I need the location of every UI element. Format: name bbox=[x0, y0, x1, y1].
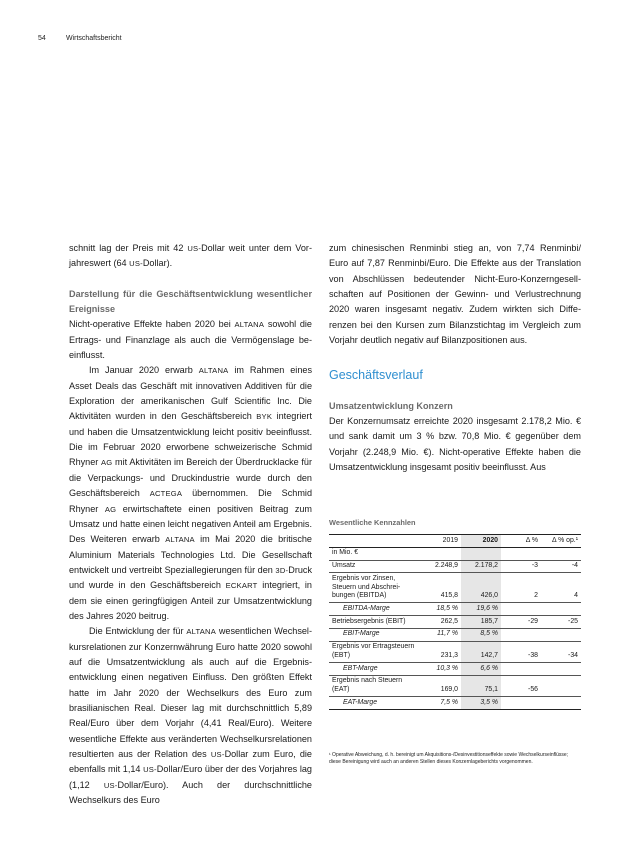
table-cell: -34 bbox=[541, 641, 581, 662]
table-cell: 2 bbox=[501, 573, 541, 603]
running-section-title: Wirtschaftsbericht bbox=[65, 35, 122, 42]
table-cell bbox=[541, 675, 581, 696]
table-cell: -38 bbox=[501, 641, 541, 662]
table-cell: 262,5 bbox=[421, 616, 461, 629]
body-paragraph: Der Konzernumsatz erreichte 2020 insgesamt 2.178,2 Mio. € und sank damit um 3 % bzw. 70,8 Mio. € gegenüber dem Vorjahr (2.248,9 Mio. €). Nicht-operative Effekte haben die Umsatzentwicklung insgesamt positiv beeinflusst. Aus bbox=[329, 416, 581, 473]
column-header: Δ % bbox=[501, 535, 541, 548]
table-cell: 169,0 bbox=[421, 675, 461, 696]
table-header-row bbox=[329, 535, 581, 548]
row-label: Ergebnis vor Ertragsteuern (EBT) bbox=[329, 641, 421, 662]
table-cell bbox=[541, 697, 581, 710]
column-header: 2019 bbox=[421, 535, 461, 548]
row-label: Umsatz bbox=[329, 560, 421, 573]
table-cell bbox=[461, 547, 501, 560]
table-row bbox=[329, 641, 581, 662]
table-cell: 10,3 % bbox=[421, 663, 461, 676]
page-number: 54 bbox=[38, 35, 46, 42]
left-text-column bbox=[69, 241, 312, 808]
table-cell: 3,5 % bbox=[461, 697, 501, 710]
table-cell bbox=[501, 628, 541, 641]
table-cell: 11,7 % bbox=[421, 628, 461, 641]
column-header: Δ % op.¹ bbox=[541, 535, 581, 548]
table-cell: 2.248,9 bbox=[421, 560, 461, 573]
table-cell bbox=[541, 663, 581, 676]
row-label: EAT-Marge bbox=[329, 697, 421, 710]
page-header bbox=[38, 35, 122, 42]
table-cell: -3 bbox=[501, 560, 541, 573]
table-cell: 426,0 bbox=[461, 573, 501, 603]
column-header: 2020 bbox=[461, 535, 501, 548]
table-cell: -29 bbox=[501, 616, 541, 629]
table-cell bbox=[421, 547, 461, 560]
subheading: Darstellung für die Geschäftsentwicklung wesentlicher Ereignisse bbox=[69, 288, 312, 315]
table-cell bbox=[501, 603, 541, 616]
body-paragraph: Nicht-operative Effekte haben 2020 bei ALTANA sowohl die Ertrags- und Finanzlage als auch die Vermögenslage beeinflusst. bbox=[69, 319, 312, 361]
table-cell: 18,5 % bbox=[421, 603, 461, 616]
table-row bbox=[329, 603, 581, 616]
table-cell: 75,1 bbox=[461, 675, 501, 696]
table-cell: 142,7 bbox=[461, 641, 501, 662]
row-label: EBIT-Marge bbox=[329, 628, 421, 641]
table-cell: 19,6 % bbox=[461, 603, 501, 616]
table-cell bbox=[501, 663, 541, 676]
table-cell: 7,5 % bbox=[421, 697, 461, 710]
row-label: EBITDA-Marge bbox=[329, 603, 421, 616]
table-cell: 185,7 bbox=[461, 616, 501, 629]
key-figures-footnote: ¹ Operative Abweichung, d. h. bereinigt um Akquisitions-/Desinvestitionseffekte sowie Wechselkurseinflüsse; diese Bereinigung wird auch an anderen Stellen dieses Konzernlageberichts vorgenommen. bbox=[329, 752, 569, 765]
table-cell bbox=[501, 697, 541, 710]
key-figures-table bbox=[329, 534, 581, 710]
table-cell: -25 bbox=[541, 616, 581, 629]
section-heading: Geschäftsverlauf bbox=[329, 368, 423, 383]
row-label: in Mio. € bbox=[329, 547, 421, 560]
table-cell: 231,3 bbox=[421, 641, 461, 662]
table-row bbox=[329, 663, 581, 676]
table-cell: 8,5 % bbox=[461, 628, 501, 641]
table-cell: 2.178,2 bbox=[461, 560, 501, 573]
table-cell bbox=[501, 547, 541, 560]
table-cell: 6,6 % bbox=[461, 663, 501, 676]
table-cell: -56 bbox=[501, 675, 541, 696]
table-row bbox=[329, 616, 581, 629]
subheading: Umsatzentwicklung Konzern bbox=[329, 400, 453, 411]
table-cell bbox=[541, 603, 581, 616]
row-label: Betriebsergebnis (EBIT) bbox=[329, 616, 421, 629]
table-row bbox=[329, 573, 581, 603]
body-paragraph: Im Januar 2020 erwarb ALTANA im Rahmen eines Asset Deals das Geschäft mit innovativen Additiven für die Exploration der amerikanischen Gulf Scientific Inc. Die Aktivitäten wurden in den Geschäftsbereich BYK integriert und haben die Umsatzentwicklung leicht positiv beeinflusst. Die im Februar 2020 erworbene schweizerische Schmid Rhyner AG mit Aktivitäten im Bereich der Überdrucklacke für die Verpackungs- und Druckindustrie wurde durch den Geschäftsbereich ACTEGA übernommen. Die Schmid Rhyner AG erwirtschaftete einen positiven Beitrag zum Umsatz und hatte einen leicht negativen Anteil am Ergebnis. Des Weiteren erwarb ALTANA im Mai 2020 die britische Aluminium Materials Technologies Ltd. Die Gesellschaft entwickelt und vertreibt Speziallegierungen für den 3D-Druck und wurde in den Geschäftsbereich ECKART integriert, in dem sie einen geringfügigen Anteil zur Umsatzentwicklung des Jahres 2020 beitrug. bbox=[69, 365, 313, 621]
right-text-column bbox=[329, 241, 581, 475]
table-cell: 4 bbox=[541, 573, 581, 603]
table-cell: 415,8 bbox=[421, 573, 461, 603]
table-row bbox=[329, 675, 581, 696]
table-row bbox=[329, 560, 581, 573]
table-cell bbox=[541, 628, 581, 641]
table-row bbox=[329, 697, 581, 710]
table-cell: -4 bbox=[541, 560, 581, 573]
table-row bbox=[329, 547, 581, 560]
body-paragraph: schnitt lag der Preis mit 42 US-Dollar weit unter dem Vorjahreswert (64 US-Dollar). bbox=[69, 243, 312, 269]
row-label: Ergebnis vor Zinsen, Steuern und Abschreibungen (EBITDA) bbox=[329, 573, 421, 603]
key-figures-title: Wesentliche Kennzahlen bbox=[329, 518, 416, 527]
table-row bbox=[329, 628, 581, 641]
row-label: Ergebnis nach Steuern (EAT) bbox=[329, 675, 421, 696]
table-cell bbox=[541, 547, 581, 560]
column-header bbox=[329, 535, 421, 548]
body-paragraph: zum chinesischen Renminbi stieg an, von 7,74 Renminbi/ Euro auf 7,87 Renminbi/Euro. Die Effekte aus der Translation von Abschlüssen bedeutender Nicht-Euro-Konzerngesellschaften auf Positionen der Gewinn- und Verlustrechnung 2020 waren insgesamt negativ. Zudem wirkten sich Differenzen bei den Kursen zum Bilanzstichtag im Vergleich zum Vorjahr deutlich negativ auf Bilanzpositionen aus. bbox=[329, 243, 581, 346]
body-paragraph: Die Entwicklung der für ALTANA wesentlichen Wechselkursrelationen zur Konzernwährung Euro hatte 2020 sowohl auf die Umsatzentwicklung als auch auf die Ergebnisentwicklung einen negativen Einfluss. Den größten Effekt hatte im Jahr 2020 der Wechselkurs des Euro zum brasilianischen Real. Dieser lag mit durchschnittlich 5,89 Real/Euro über dem Vorjahr (4,41 Real/Euro). Weitere wesentliche Effekte aus veränderten Wechselkursrelationen resultierten aus der Relation des US-Dollar zum Euro, die ebenfalls mit 1,14 US-Dollar/Euro über der des Vorjahres lag (1,12 US-Dollar/Euro). Auch der durchschnittliche Wechselkurs des Euro bbox=[69, 626, 312, 806]
row-label: EBT-Marge bbox=[329, 663, 421, 676]
